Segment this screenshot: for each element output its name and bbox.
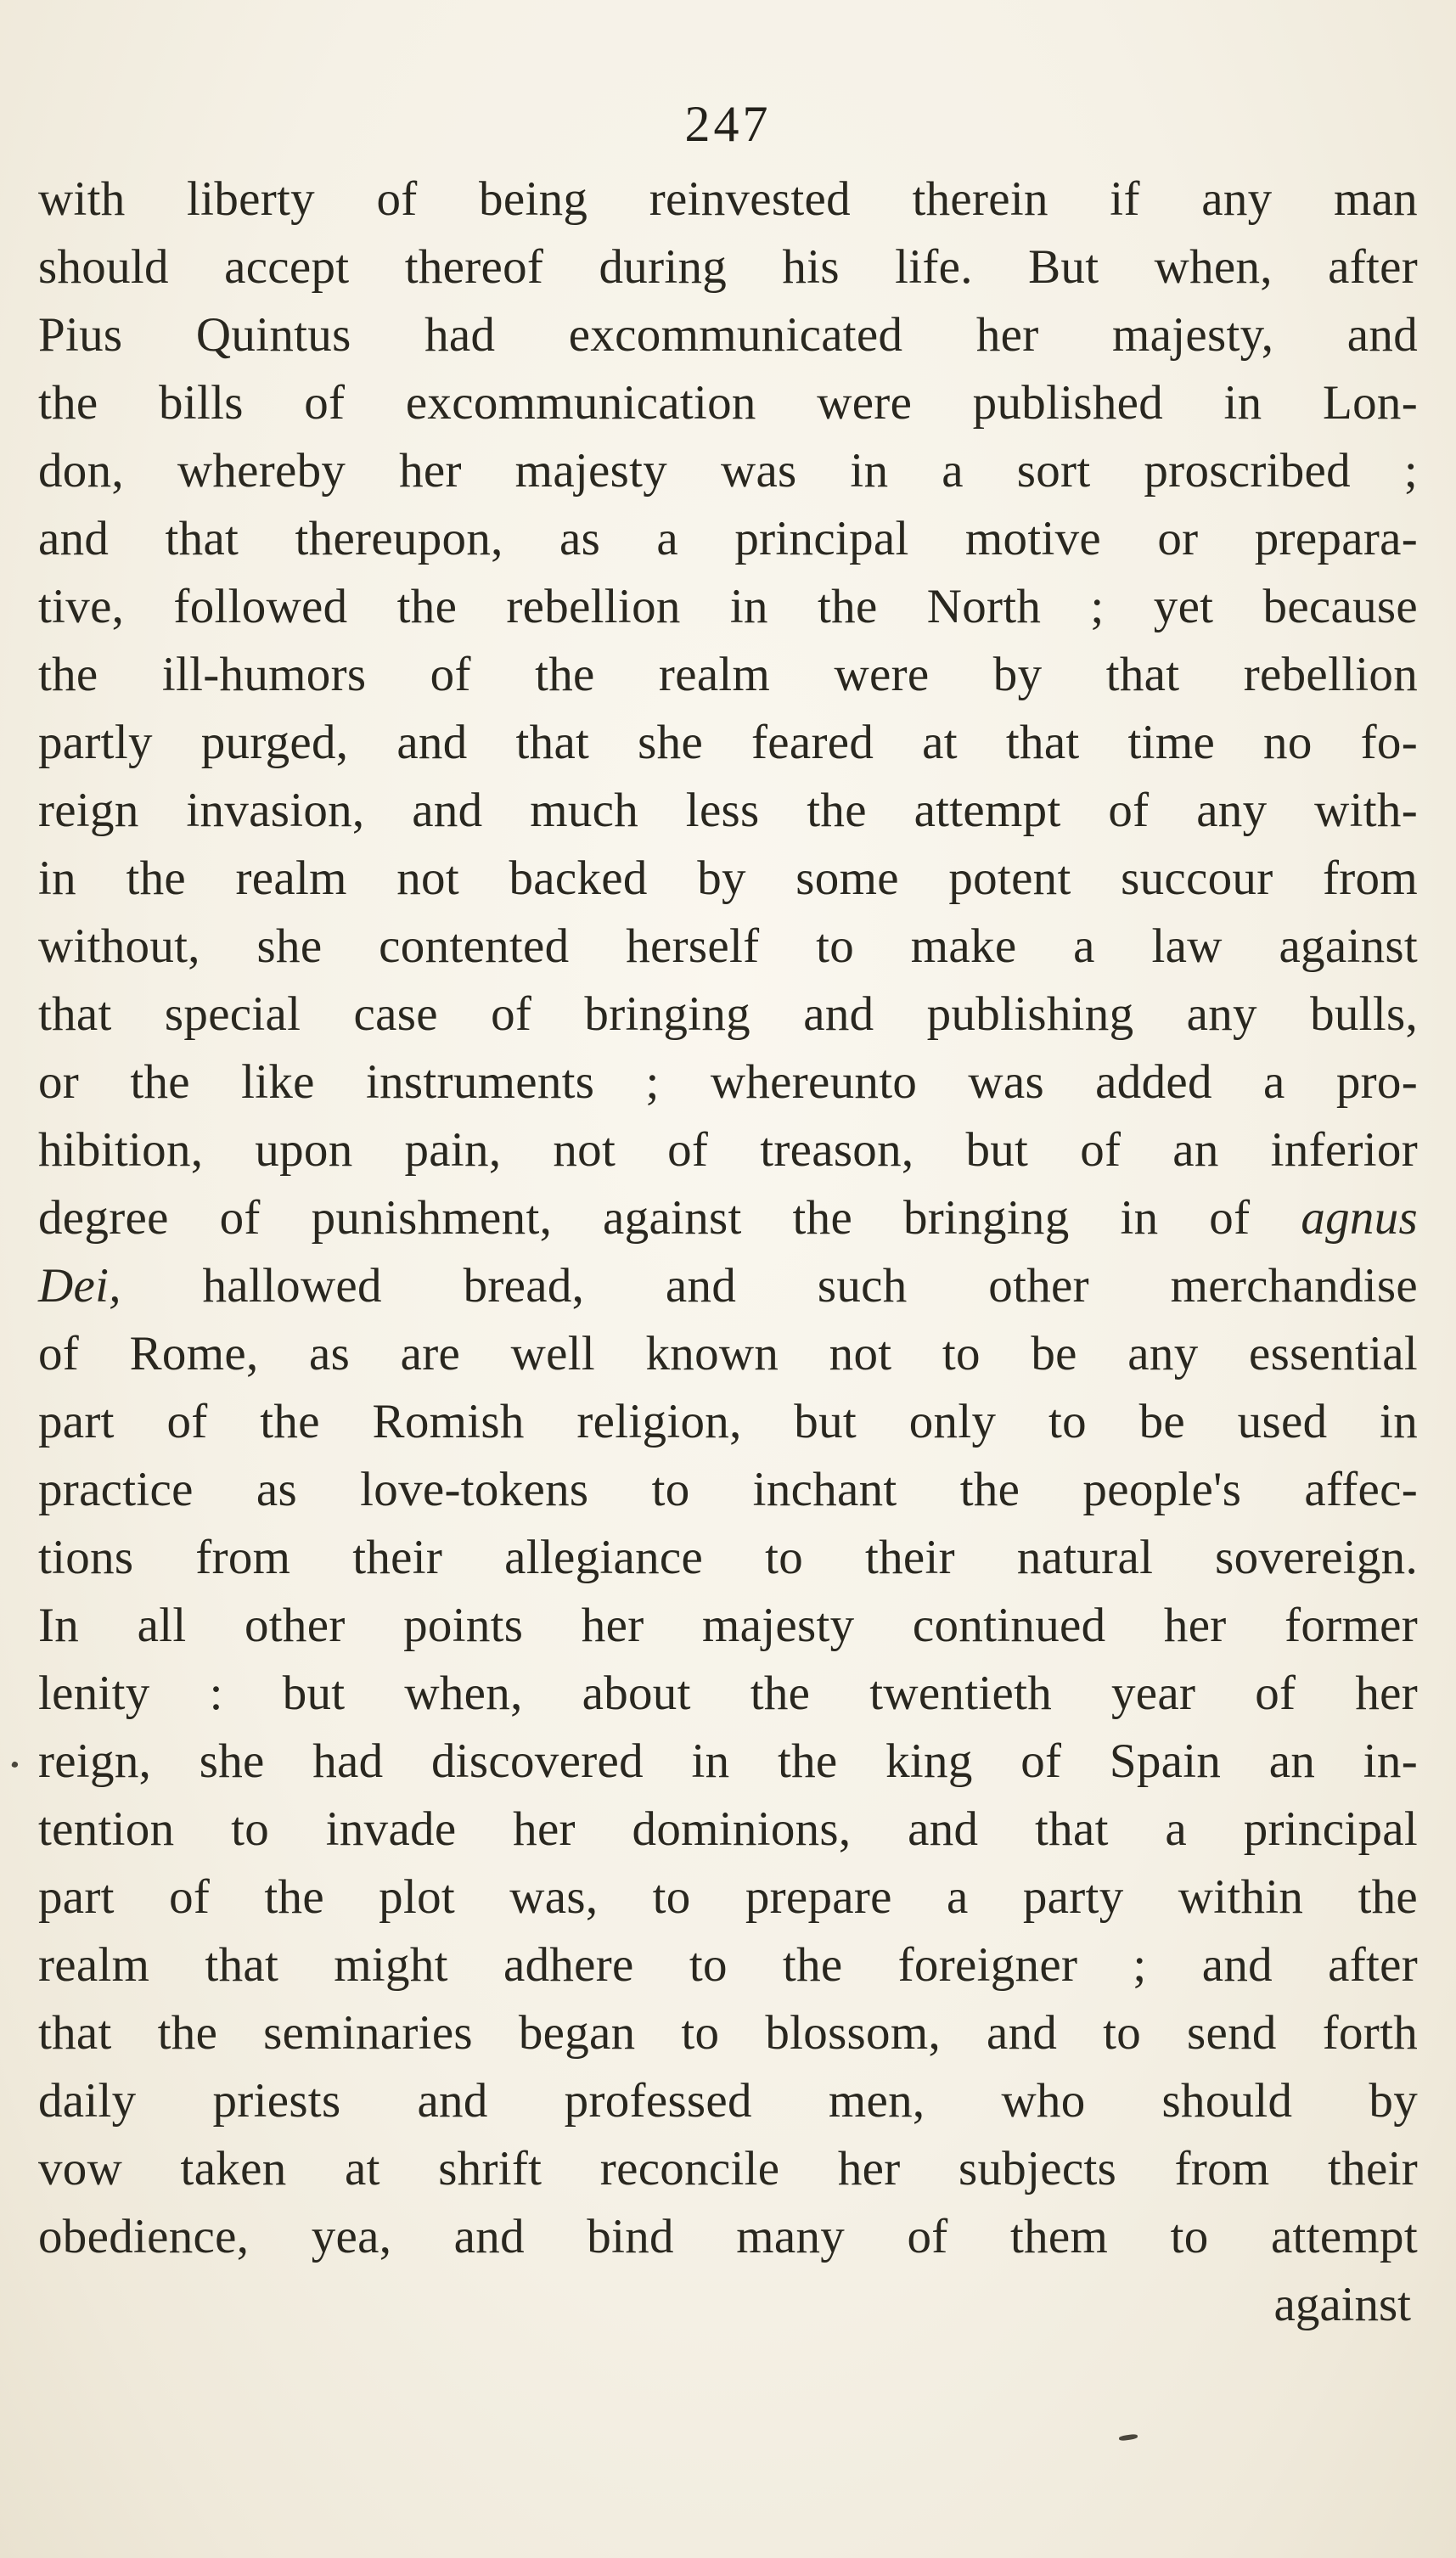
text-line bbox=[38, 913, 1418, 981]
text-line bbox=[38, 641, 1418, 709]
text-line bbox=[38, 2203, 1418, 2271]
text-line bbox=[38, 1116, 1418, 1184]
text-segment: of Rome, as are well known not to be any essential bbox=[38, 1327, 1418, 1380]
text-line bbox=[38, 1388, 1418, 1456]
text-line bbox=[38, 437, 1418, 505]
text-line bbox=[38, 166, 1418, 233]
text-line bbox=[38, 1524, 1418, 1592]
text-segment: tention to invade her dominions, and that a principal bbox=[38, 1802, 1418, 1856]
text-line bbox=[38, 2067, 1418, 2135]
text-line bbox=[38, 369, 1418, 437]
text-line bbox=[38, 981, 1418, 1048]
text-segment: with liberty of being reinvested therein if any man bbox=[38, 172, 1418, 226]
text-segment: practice as love-tokens to inchant the people's affec- bbox=[38, 1463, 1418, 1516]
text-line bbox=[38, 1796, 1418, 1864]
text-segment: part of the plot was, to prepare a party within the bbox=[38, 1870, 1418, 1924]
text-segment: obedience, yea, and bind many of them to attempt bbox=[38, 2210, 1418, 2263]
text-line bbox=[38, 573, 1418, 641]
text-line bbox=[38, 709, 1418, 777]
text-segment: daily priests and professed men, who should by bbox=[38, 2074, 1418, 2128]
page-number: 247 bbox=[684, 96, 772, 152]
text-line bbox=[38, 1456, 1418, 1524]
text-line bbox=[38, 1048, 1418, 1116]
text-line bbox=[38, 505, 1418, 573]
text-line bbox=[38, 1931, 1418, 1999]
text-segment: should accept thereof during his life. But when, after bbox=[38, 240, 1418, 294]
text-segment: reign, she had discovered in the king of Spain an in- bbox=[38, 1734, 1418, 1788]
text-segment: vow taken at shrift reconcile her subjects from their bbox=[38, 2142, 1418, 2195]
text-segment: part of the Romish religion, but only to be used in bbox=[38, 1395, 1418, 1448]
text-segment: tions from their allegiance to their natural sovereign. bbox=[38, 1531, 1418, 1584]
text-segment: or the like instruments ; whereunto was added a pro- bbox=[38, 1055, 1418, 1109]
text-line bbox=[38, 1320, 1418, 1388]
text-line bbox=[38, 1592, 1418, 1660]
text-segment: don, whereby her majesty was in a sort proscribed ; bbox=[38, 444, 1418, 498]
text-segment: the ill-humors of the realm were by that rebellion bbox=[38, 648, 1418, 701]
text-line bbox=[38, 777, 1418, 845]
text-line bbox=[38, 1728, 1418, 1796]
italic-text-segment: agnus bbox=[1301, 1191, 1418, 1245]
text-line bbox=[38, 301, 1418, 369]
text-segment: that special case of bringing and publishing any bulls, bbox=[38, 987, 1418, 1041]
text-line bbox=[38, 1660, 1418, 1728]
text-segment: and that thereupon, as a principal motive or prepara- bbox=[38, 512, 1418, 565]
text-segment: hallowed bread, and such other merchandise bbox=[121, 1259, 1418, 1313]
text-block bbox=[38, 166, 1418, 2271]
text-segment: the bills of excommunication were published in Lon- bbox=[38, 376, 1418, 430]
text-segment: in the realm not backed by some potent succour from bbox=[38, 852, 1418, 905]
text-line bbox=[38, 1999, 1418, 2067]
text-segment: partly purged, and that she feared at that time no fo- bbox=[38, 716, 1418, 769]
italic-text-segment: Dei, bbox=[38, 1259, 121, 1313]
text-line bbox=[38, 1184, 1418, 1252]
text-segment: hibition, upon pain, not of treason, but of an inferior bbox=[38, 1123, 1418, 1177]
text-line bbox=[38, 1864, 1418, 1931]
text-line bbox=[38, 845, 1418, 913]
text-segment: that the seminaries began to blossom, and to send forth bbox=[38, 2006, 1418, 2060]
text-line bbox=[38, 233, 1418, 301]
text-segment: degree of punishment, against the bringing in of bbox=[38, 1191, 1301, 1245]
text-line bbox=[38, 2135, 1418, 2203]
text-line bbox=[38, 1252, 1418, 1320]
ink-speck bbox=[1119, 2433, 1138, 2441]
text-segment: Pius Quintus had excommunicated her majesty, and bbox=[38, 308, 1418, 362]
text-segment: In all other points her majesty continued her former bbox=[38, 1599, 1418, 1652]
text-segment: lenity : but when, about the twentieth year of her bbox=[38, 1667, 1418, 1720]
text-segment: reign invasion, and much less the attempt of any with- bbox=[38, 784, 1418, 837]
text-segment: tive, followed the rebellion in the North ; yet because bbox=[38, 580, 1418, 633]
catchword: against bbox=[1273, 2278, 1411, 2331]
text-segment: realm that might adhere to the foreigner ; and after bbox=[38, 1938, 1418, 1992]
text-segment: without, she contented herself to make a law against bbox=[38, 919, 1418, 973]
